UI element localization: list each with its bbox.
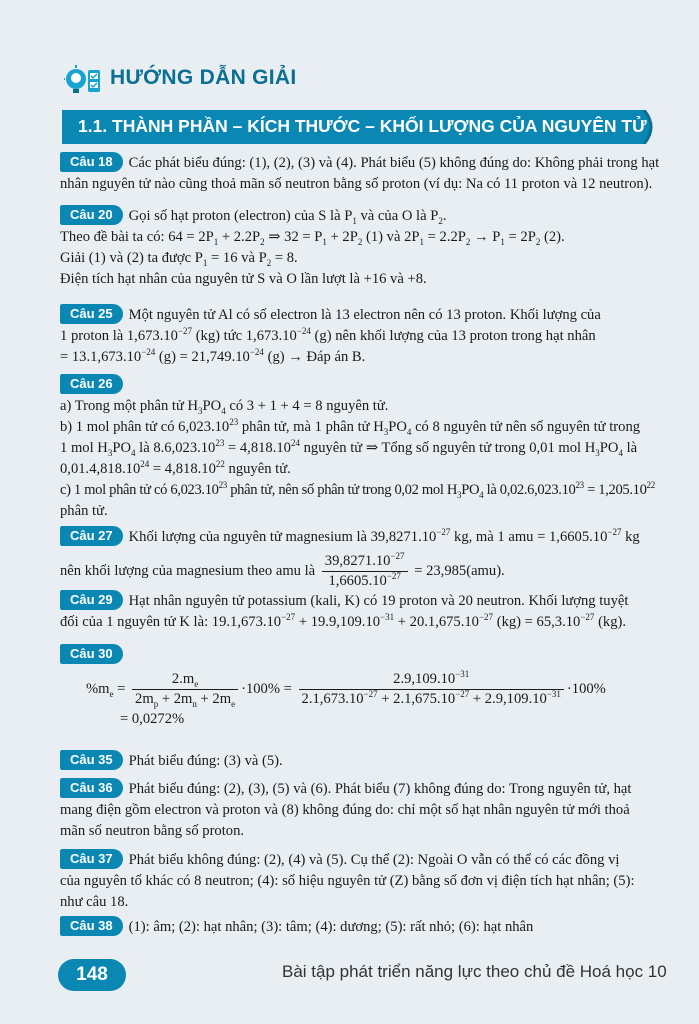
- question-label: Câu 27: [60, 526, 123, 546]
- answer-q26: Câu 26 a) Trong một phân tử $H_3PO_4$ có 3 + 1 + 4 = 8 nguyên tử. b) 1 mol phân tử có 6,023.10$^{23}$ phân tử, mà 1 phân tử $H_3PO_4$ có 8 nguyên tử nên số nguyên tử trong 1 mol $H_3PO_4$ là $8.6,023.10^{23} = 4,818.10^{24}$ nguyên tử ⇒ Tổng số nguyên tử trong 0,01 mol $H_3PO_4$ là $0,01.4,818.10^{24} = 4,818.10^{22}$ nguyên tử. c) 1 mol phân tử có 6,023.10$^{23}$ phân tử, nên số phân tử trong 0,02 mol $H_3PO_4$ là $0,02.6,023.10^{23} = 1,205.10^{22}$ phân tử.: [60, 376, 655, 519]
- answer-q38: Câu 38 (1): âm; (2): hạt nhân; (3): tâm; (4): dương; (5): rất nhỏ; (6): hạt nhân: [60, 916, 650, 938]
- question-label: Câu 18: [60, 152, 123, 172]
- question-label: Câu 35: [60, 750, 123, 770]
- answer-q18: Câu 18 Các phát biểu đúng: (1), (2), (3) và (4). Phát biểu (5) không đúng do: Không phải trong hạt nhân nguyên tử nào cũng thoả mãn số neutron bằng số proton (ví dụ: Na có 11 proton và 12 neutron).: [60, 154, 660, 192]
- answer-q29: Câu 29 Hạt nhân nguyên tử potassium (kali, K) có 19 proton và 20 neutron. Khối lượng tuyệt đối của 1 nguyên tử K là: $19.1,673.10^{-27} + 19.9,109.10^{-31} + 20.1,675.10^{-27}$ $(kg) = 65,3.10^{-27}$ (kg).: [60, 592, 629, 630]
- answer-q35: Câu 35 Phát biểu đúng: (3) và (5).: [60, 750, 650, 772]
- answer-q37: Câu 37 Phát biểu không đúng: (2), (4) và (5). Cụ thể (2): Ngoài O vẫn có thể có các đồng vị của nguyên tố khác có 8 neutron; (4): số hiệu nguyên tử (Z) bằng số đơn vị điện tích hạt nhân; (5): như câu 18.: [60, 851, 635, 910]
- question-label: Câu 36: [60, 778, 123, 798]
- answer-q20: Câu 20 Gọi số hạt proton (electron) của S là $P_1$ và của O là $P_2$. Theo đề bài ta có: $64 = 2P_1 + 2.2P_2$ ⇒ $32 = P_1 + 2P_2$ (1) và $2P_1 = 2.2P_2 \to P_1 = 2P_2$ (2). Giải (1) và (2) ta được $P_1 = 16$ và $P_2 = 8$. Điện tích hạt nhân của nguyên tử S và O lần lượt là +16 và +8.: [60, 207, 565, 287]
- question-label: Câu 20: [60, 205, 123, 225]
- question-label: Câu 37: [60, 849, 123, 869]
- question-label: Câu 29: [60, 590, 123, 610]
- page-title: HƯỚNG DẪN GIẢI: [110, 66, 297, 89]
- answer-q25: Câu 25 Một nguyên tử Al có số electron là 13 electron nên có 13 proton. Khối lượng của 1 proton là $1,673.10^{-27}$ (kg) tức $1,673.10^{-24}$ (g) nên khối lượng của 13 proton trong hạt nhân = $13.1,673.10^{-24}$ $(g) = 21,749.10^{-24}$ (g) → Đáp án B.: [60, 306, 601, 365]
- answer-q30: Câu 30 $\%m_e$ = $\frac{2.m_e}{2m_p + 2m_n + 2m_e}$ ·100% = $\frac{2.9,109.10^{-31}}{2.1,673.10^{-27} + 2.1,675.10^{-27} + 2.9,109.10^{-31}}$ ·100% = 0,0272%: [60, 644, 650, 730]
- section-title: 1.1. THÀNH PHẦN – KÍCH THƯỚC – KHỐI LƯỢNG CỦA NGUYÊN TỬ: [78, 116, 647, 136]
- lightbulb-checklist-icon: [64, 64, 102, 98]
- question-label: Câu 38: [60, 916, 123, 936]
- question-label: Câu 26: [60, 374, 123, 394]
- question-label: Câu 25: [60, 304, 123, 324]
- book-title: Bài tập phát triển năng lực theo chủ đề Hoá học 10: [282, 962, 667, 981]
- answer-q36: Câu 36 Phát biểu đúng: (2), (3), (5) và (6). Phát biểu (7) không đúng do: Trong nguyên tử, hạt mang điện gồm electron và proton và (8) không đúng do: chỉ một số hạt nhân nguyên tử mới thoả mãn số neutron bằng số proton.: [60, 780, 632, 839]
- answer-q27: Câu 27 Khối lượng của nguyên tử magnesium là $39,8271.10^{-27}$ kg, mà 1 amu = $1,6605.10^{-27}$ kg nên khối lượng của magnesium theo amu là $\frac{39,8271.10^{-27}}{1,6605.10^{-27}}$ = 23,985(amu).: [60, 527, 640, 589]
- question-label: Câu 30: [60, 644, 123, 664]
- page-number: 148: [58, 959, 126, 991]
